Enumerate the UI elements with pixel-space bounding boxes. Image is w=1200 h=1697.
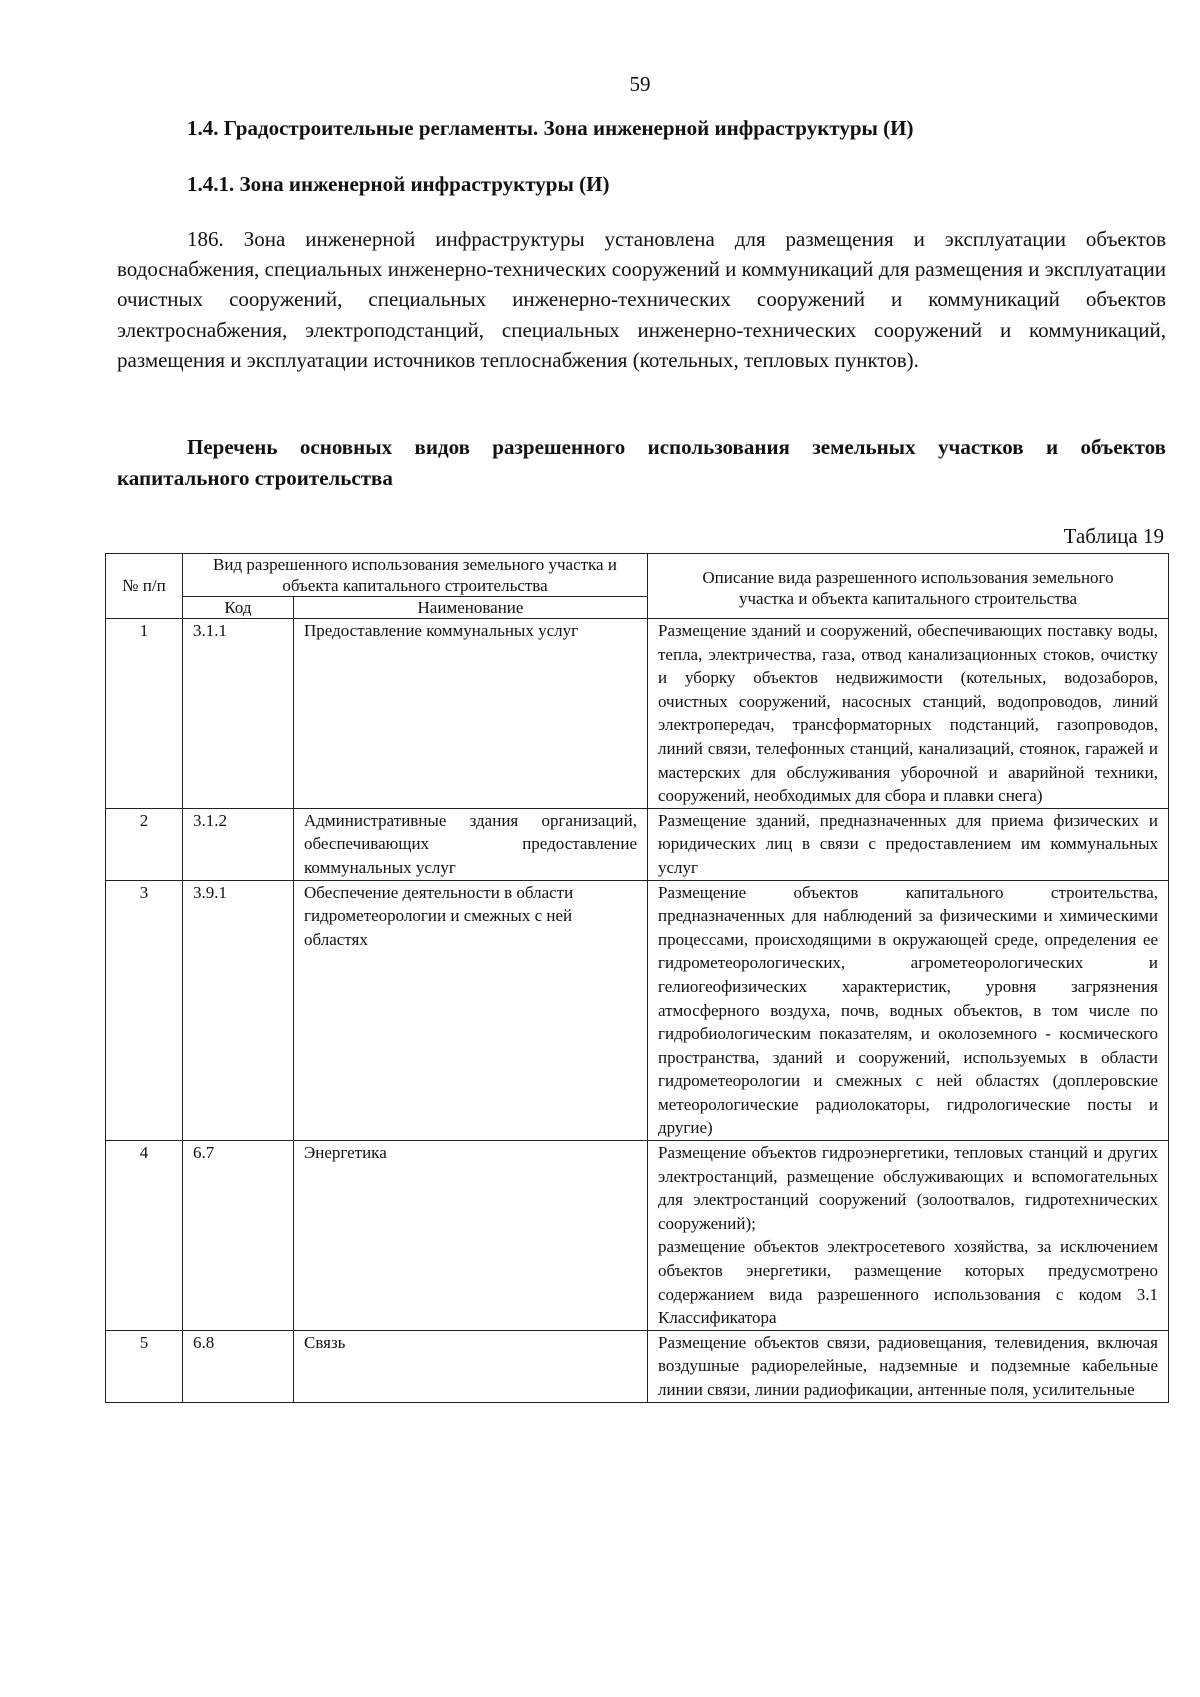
- row-description-part: Размещение объектов связи, радиовещания, телевидения, включая воздушные радиорелейные, надземные и подземные кабельные линии связи, линии радиофикации, антенные поля, усилительные: [658, 1332, 1158, 1399]
- row-number: 3: [106, 880, 183, 1141]
- header-name: Наименование: [294, 597, 648, 619]
- row-code: 3.1.2: [183, 808, 294, 880]
- row-description: [648, 1330, 1169, 1402]
- row-description-part: Размещение зданий, предназначенных для приема физических и юридических лиц в связи с предоставлением им коммунальных услуг: [658, 810, 1158, 877]
- row-name: Обеспечение деятельности в области гидрометеорологии и смежных с ней областях: [294, 880, 648, 1141]
- table-body: [106, 619, 1169, 1403]
- row-name: Административные здания организаций, обеспечивающих предоставление коммунальных услуг: [294, 808, 648, 880]
- row-number: 4: [106, 1141, 183, 1331]
- row-description-part: размещение объектов электросетевого хозяйства, за исключением объектов энергетики, размещение которых предусмотрено содержанием вида разрешенного использования с кодом 3.1 Классификатора: [658, 1237, 1158, 1328]
- row-code: 3.9.1: [183, 880, 294, 1141]
- table-row: [106, 619, 1169, 809]
- row-number: 1: [106, 619, 183, 809]
- row-name: Предоставление коммунальных услуг: [294, 619, 648, 809]
- row-code: 3.1.1: [183, 619, 294, 809]
- row-name: Энергетика: [294, 1141, 648, 1331]
- row-description: [648, 880, 1169, 1141]
- row-description: [648, 619, 1169, 809]
- page-number: 59: [629, 72, 651, 96]
- subsection-heading: 1.4.1. Зона инженерной инфраструктуры (И): [187, 172, 610, 196]
- table-header-row: [106, 554, 1169, 597]
- row-description: [648, 1141, 1169, 1331]
- row-code: 6.8: [183, 1330, 294, 1402]
- permitted-uses-list-title: Перечень основных видов разрешенного использования земельных участков и объектов капитального строительства: [117, 435, 1166, 490]
- table-row: [106, 1330, 1169, 1402]
- row-code: 6.7: [183, 1141, 294, 1331]
- row-description: [648, 808, 1169, 880]
- table-row: [106, 880, 1169, 1141]
- header-description: Описание вида разрешенного использования земельного участка и объекта капитального строительства: [648, 554, 1169, 619]
- row-description-part: Размещение объектов капитального строительства, предназначенных для наблюдений за физическими и химическими процессами, происходящими в окружающей среде, определения ее гидрометеорологических, агрометеорологических и гелиогеофизических характеристик, уровня загрязнения атмосферного воздуха, почв, водных объектов, в том числе по гидробиологическим показателям, и околоземного - космического пространства, зданий и сооружений, используемых в области гидрометеорологии и смежных с ней областях (доплеровские метеорологические радиолокаторы, гидрологические посты и другие): [658, 882, 1158, 1138]
- table-caption: Таблица 19: [1063, 524, 1164, 548]
- section-heading: 1.4. Градостроительные регламенты. Зона инженерной инфраструктуры (И): [187, 116, 914, 140]
- header-use-type-group: Вид разрешенного использования земельного участка и объекта капитального строительства: [183, 554, 648, 597]
- row-number: 2: [106, 808, 183, 880]
- row-name: Связь: [294, 1330, 648, 1402]
- header-number: № п/п: [106, 554, 183, 619]
- zone-description-paragraph: 186. Зона инженерной инфраструктуры установлена для размещения и эксплуатации объектов водоснабжения, специальных инженерно-технических сооружений и коммуникаций для размещения и эксплуатации очистных сооружений, специальных инженерно-технических сооружений и коммуникаций объектов электроснабжения, электроподстанций, специальных инженерно-технических сооружений и коммуникаций, размещения и эксплуатации источников теплоснабжения (котельных, тепловых пунктов).: [117, 227, 1166, 372]
- header-code: Код: [183, 597, 294, 619]
- row-description-part: Размещение объектов гидроэнергетики, тепловых станций и других электростанций, размещение обслуживающих и вспомогательных для электростанций сооружений (золоотвалов, гидротехнических сооружений);: [658, 1143, 1158, 1233]
- table-row: [106, 1141, 1169, 1331]
- permitted-uses-table: [105, 553, 1169, 1403]
- table-row: [106, 808, 1169, 880]
- row-number: 5: [106, 1330, 183, 1402]
- row-description-part: Размещение зданий и сооружений, обеспечивающих поставку воды, тепла, электричества, газа, отвод канализационных стоков, очистку и уборку объектов недвижимости (котельных, водозаборов, очистных сооружений, насосных станций, водопроводов, линий электропередач, трансформаторных подстанций, газопроводов, линий связи, телефонных станций, канализаций, стоянок, гаражей и мастерских для обслуживания уборочной и аварийной техники, сооружений, необходимых для сбора и плавки снега): [658, 621, 1158, 806]
